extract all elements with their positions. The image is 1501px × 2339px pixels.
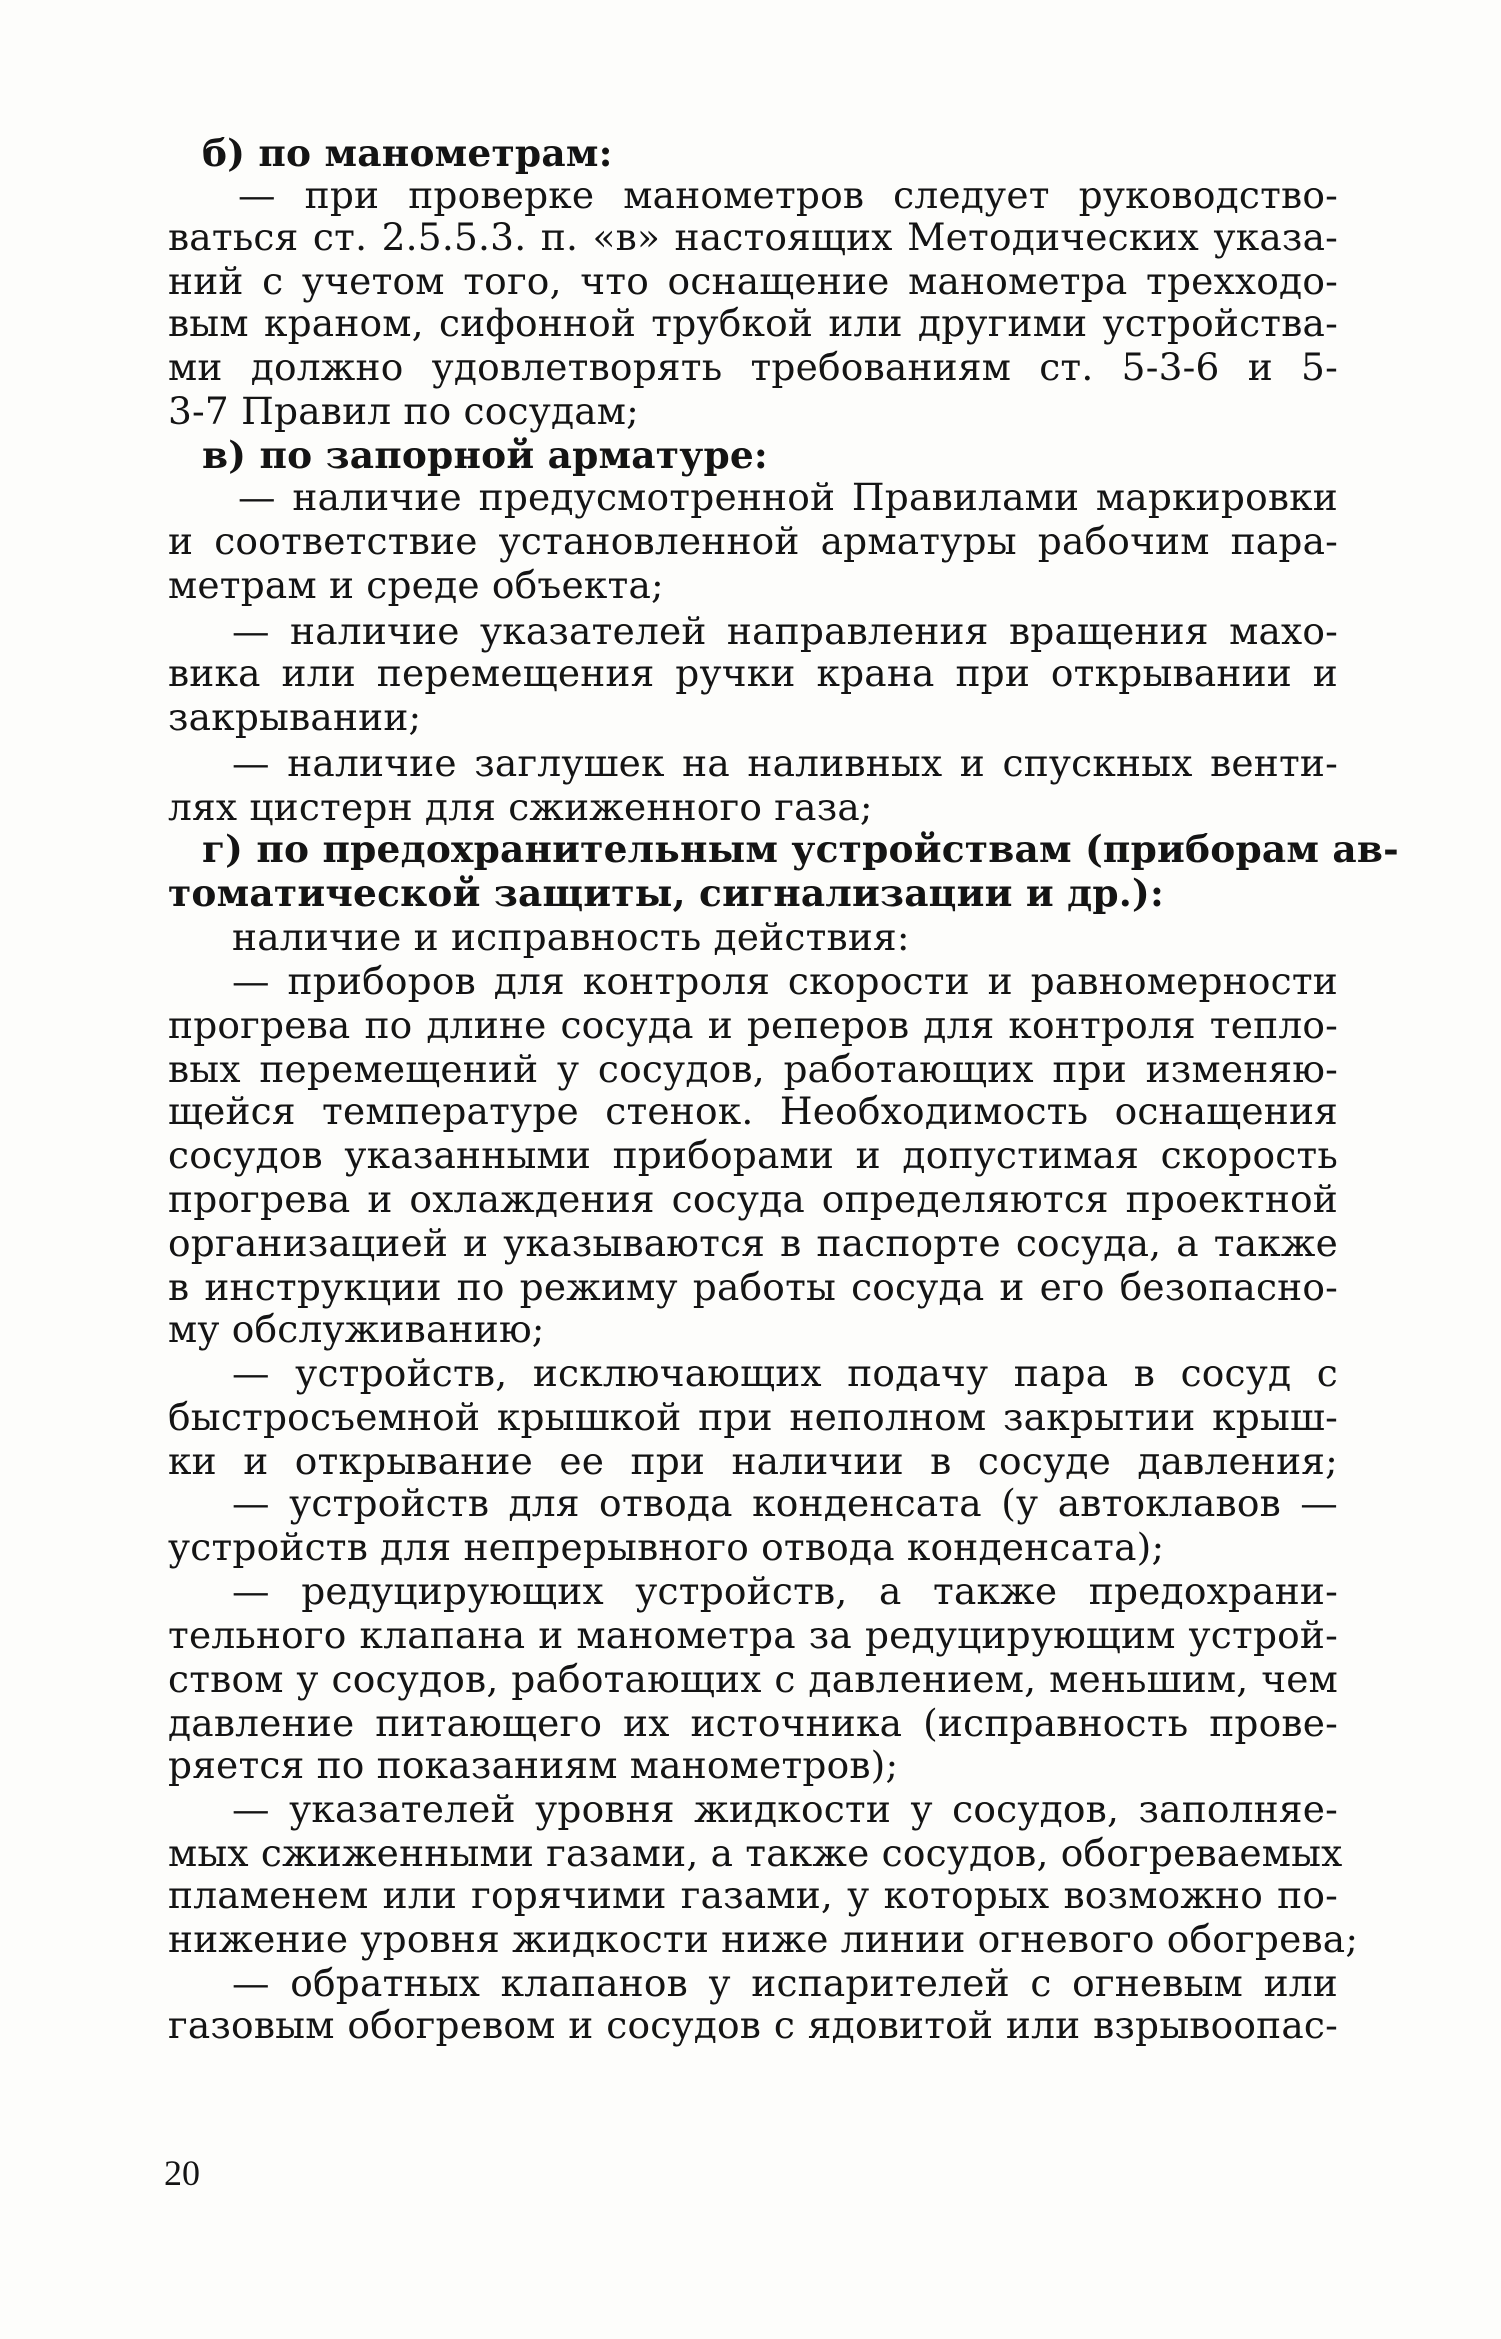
text-line: му обслуживанию; [168,1307,545,1351]
section-heading-line: б) по манометрам: [202,131,613,175]
text-line: — обратных клапанов у испарителей с огневым или [232,1961,1338,2005]
text-line: вых перемещений у сосудов, работающих при изменяю- [168,1047,1338,1091]
text-line: организацией и указываются в паспорте сосуда, а также [168,1221,1338,1265]
text-line: в инструкции по режиму работы сосуда и его безопасно- [168,1265,1338,1309]
text-line: прогрева и охлаждения сосуда определяются проектной [168,1177,1338,1221]
page-number: 20 [164,2153,200,2193]
section-heading-line: в) по запорной арматуре: [202,433,768,477]
text-line: прогрева по длине сосуда и реперов для контроля тепло- [168,1003,1338,1047]
text-line: — приборов для контроля скорости и равномерности [232,959,1338,1003]
text-line: — при проверке манометров следует руководство- [238,173,1338,217]
text-line: газовым обогревом и сосудов с ядовитой или взрывоопас- [168,2003,1338,2047]
text-line: закрывании; [168,695,422,739]
text-line: ством у сосудов, работающих с давлением, меньшим, чем [168,1657,1338,1701]
text-line: устройств для непрерывного отвода конденсата); [168,1525,1165,1569]
text-line: нижение уровня жидкости ниже линии огневого обогрева; [168,1917,1359,1961]
text-line: вика или перемещения ручки крана при открывании и [168,651,1338,695]
text-line: 3-7 Правил по сосудам; [168,389,640,433]
text-line: метрам и среде объекта; [168,563,664,607]
text-line: быстросъемной крышкой при неполном закрытии крыш- [168,1395,1338,1439]
text-line: — наличие предусмотренной Правилами маркировки [238,475,1338,519]
text-line: ми должно удовлетворять требованиям ст. 5-3-6 и 5- [168,345,1338,389]
text-line: ваться ст. 2.5.5.3. п. «в» настоящих Методических указа- [168,215,1338,259]
text-line: — редуцирующих устройств, а также предохрани- [232,1569,1338,1613]
text-line: тельного клапана и манометра за редуцирующим устрой- [168,1613,1338,1657]
text-line: мых сжиженными газами, а также сосудов, обогреваемых [168,1831,1343,1875]
text-line: — устройств для отвода конденсата (у автоклавов — [232,1481,1338,1525]
text-line: сосудов указанными приборами и допустимая скорость [168,1133,1338,1177]
text-line: пламенем или горячими газами, у которых возможно по- [168,1873,1338,1917]
text-line: ряется по показаниям манометров); [168,1743,899,1787]
text-line: — устройств, исключающих подачу пара в сосуд с [232,1351,1338,1395]
text-line: щейся температуре стенок. Необходимость оснащения [168,1089,1338,1133]
text-line: вым краном, сифонной трубкой или другими устройства- [168,301,1338,345]
text-line: — наличие заглушек на наливных и спускных венти- [232,741,1338,785]
text-line: — наличие указателей направления вращения махо- [232,609,1338,653]
text-line: давление питающего их источника (исправность прове- [168,1701,1338,1745]
text-line: лях цистерн для сжиженного газа; [168,785,873,829]
text-line: ки и открывание ее при наличии в сосуде давления; [168,1439,1338,1483]
text-line: ний с учетом того, что оснащение манометра трехходо- [168,259,1338,303]
text-line: наличие и исправность действия: [232,915,910,959]
text-line: — указателей уровня жидкости у сосудов, заполняе- [232,1787,1338,1831]
section-heading-line: г) по предохранительным устройствам (приборам ав- [202,827,1399,871]
text-line: и соответствие установленной арматуры рабочим пара- [168,519,1338,563]
section-heading-line: томатической защиты, сигнализации и др.): [168,871,1164,915]
